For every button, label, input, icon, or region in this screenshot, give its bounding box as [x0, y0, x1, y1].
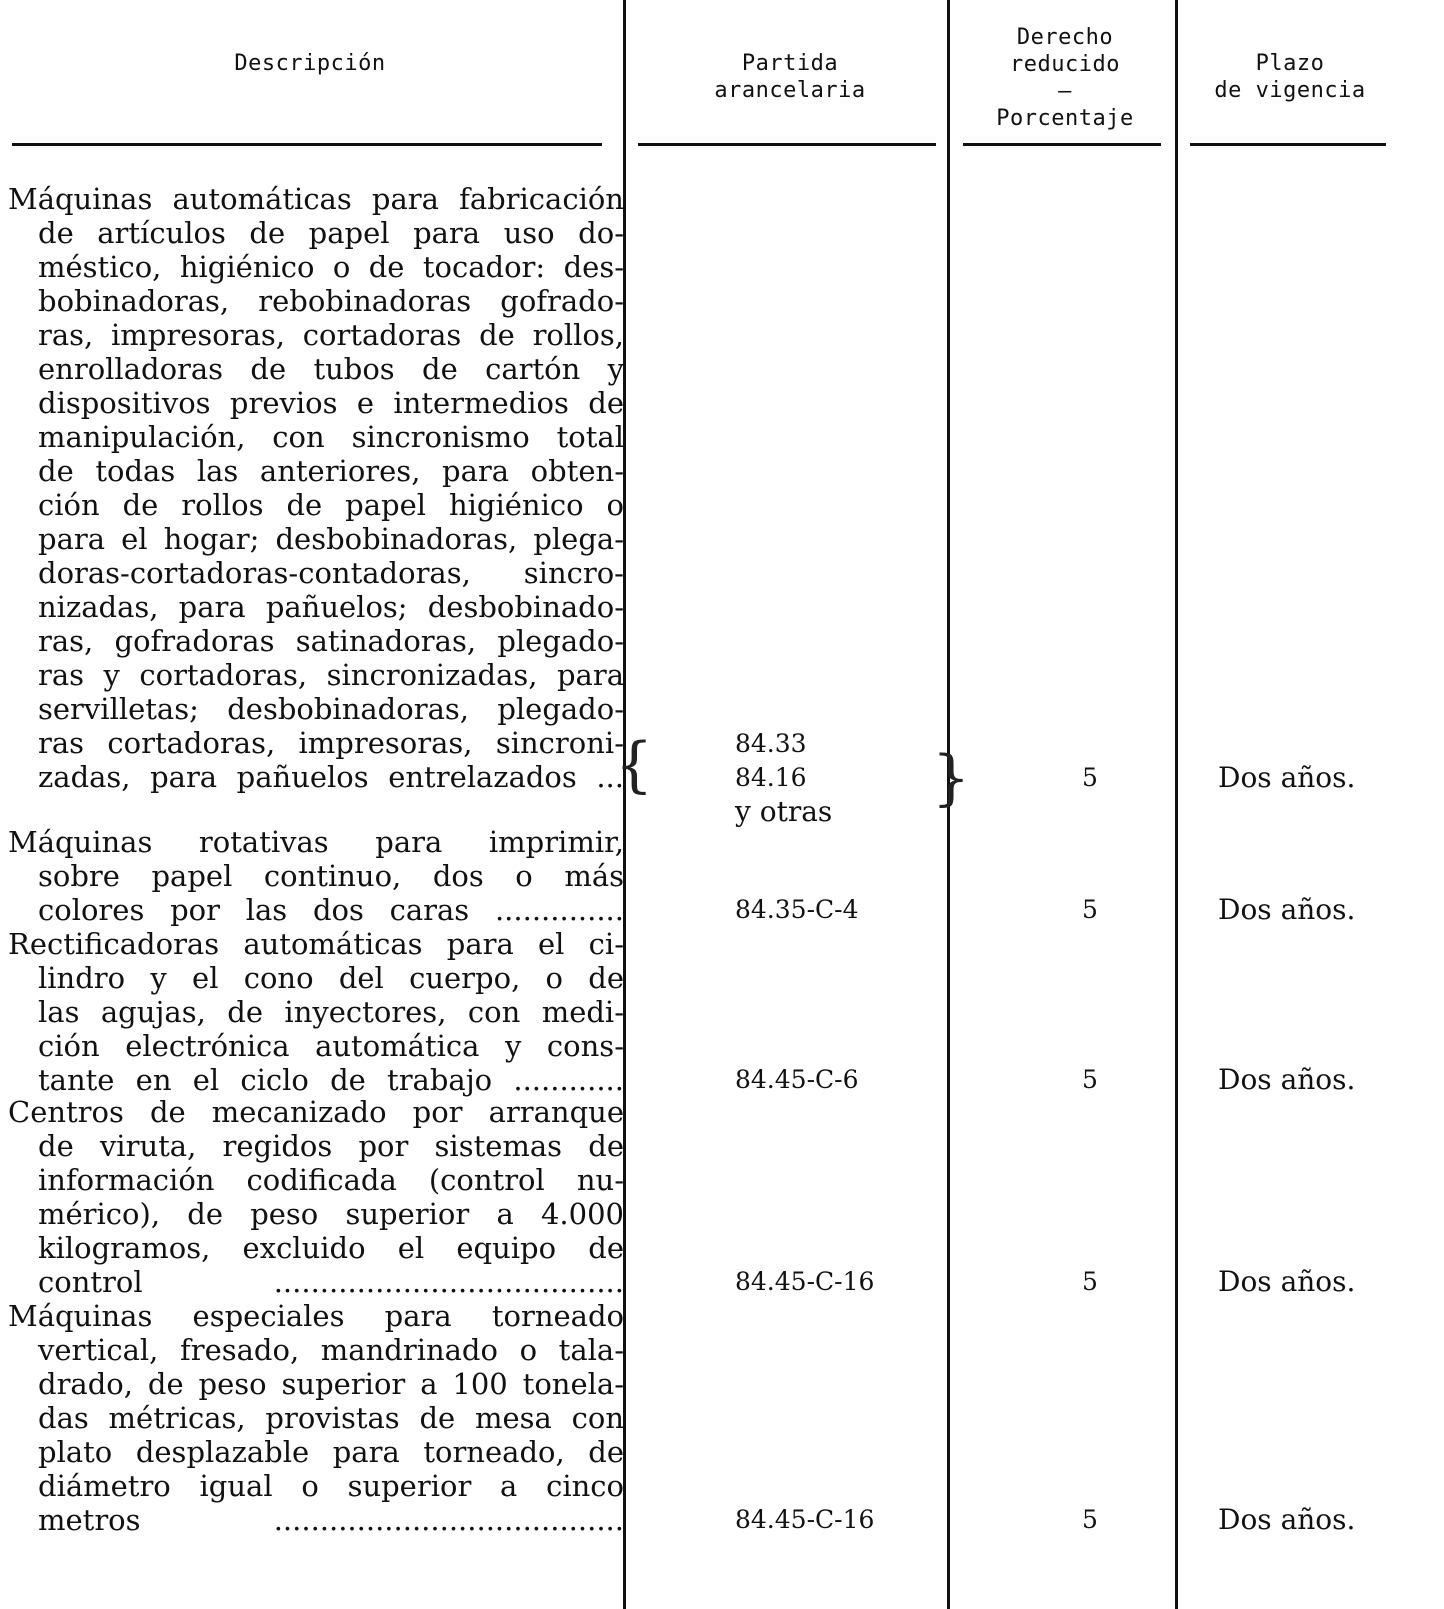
row-1-partida [735, 727, 832, 829]
desc-line: kilogramos, excluido el equipo de [38, 1231, 624, 1265]
row-3-derecho: 5 [1082, 1065, 1098, 1094]
desc-line: ras, gofradoras satinadoras, plegado- [38, 624, 624, 658]
header-derecho [965, 24, 1165, 132]
desc-line: tante en el ciclo de trabajo ............ [38, 1063, 624, 1097]
partida-line: 84.16 [735, 763, 807, 792]
desc-line: para el hogar; desbobinadoras, plega- [38, 522, 624, 556]
desc-line: dispositivos previos e intermedios de [38, 386, 624, 420]
header-rule-derecho [963, 143, 1161, 146]
desc-line: Máquinas rotativas para imprimir, [8, 825, 624, 859]
desc-line: diámetro igual o superior a cinco [38, 1469, 624, 1503]
row-3-descripcion [8, 927, 624, 1097]
header-plazo [1190, 50, 1390, 104]
desc-line: bobinadoras, rebobinadoras gofrado- [38, 284, 624, 318]
header-rule-partida [638, 143, 936, 146]
header-descripcion [200, 50, 420, 77]
header-plazo-line: Plazo [1255, 51, 1325, 76]
header-derecho-line: Derecho [1016, 25, 1114, 50]
row-2-partida: 84.35-C-4 [735, 895, 859, 924]
desc-line: control ...................................... [38, 1265, 624, 1299]
desc-line: ras y cortadoras, sincronizadas, para [38, 658, 624, 692]
desc-line: méstico, higiénico o de tocador: des- [38, 250, 624, 284]
row-5-partida: 84.45-C-16 [735, 1505, 875, 1534]
desc-line: manipulación, con sincronismo total [38, 420, 624, 454]
row-5-derecho: 5 [1082, 1505, 1098, 1534]
partida-line: y otras [735, 795, 833, 828]
header-partida-line: arancelaria [714, 78, 866, 103]
header-partida [690, 50, 890, 104]
row-4-descripcion [8, 1095, 624, 1299]
desc-line: de artículos de papel para uso do- [38, 216, 624, 250]
header-derecho-line: Porcentaje [996, 106, 1134, 131]
desc-line: colores por las dos caras .............. [38, 893, 624, 927]
desc-line: Centros de mecanizado por arranque [8, 1095, 624, 1129]
desc-line: las agujas, de inyectores, con medi- [38, 995, 624, 1029]
desc-line: enrolladoras de tubos de cartón y [38, 352, 624, 386]
header-rule-plazo [1190, 143, 1386, 146]
desc-line: información codificada (control nu- [38, 1163, 624, 1197]
desc-line: zadas, para pañuelos entrelazados ... [38, 760, 624, 794]
desc-line: plato desplazable para torneado, de [38, 1435, 624, 1469]
desc-line: Máquinas especiales para torneado [8, 1299, 624, 1333]
row-4-derecho: 5 [1082, 1267, 1098, 1296]
header-partida-line: Partida [741, 51, 839, 76]
desc-line: lindro y el cono del cuerpo, o de [38, 961, 624, 995]
desc-line: ras cortadoras, impresoras, sincroni- [38, 726, 624, 760]
desc-line: metros ...................................... [38, 1503, 624, 1537]
desc-line: ción de rollos de papel higiénico o [38, 488, 624, 522]
row-5-descripcion [8, 1299, 624, 1537]
header-plazo-line: de vigencia [1214, 78, 1366, 103]
row-2-plazo: Dos años. [1218, 893, 1356, 926]
desc-line: vertical, fresado, mandrinado o tala- [38, 1333, 624, 1367]
partida-line: 84.33 [735, 729, 807, 758]
header-derecho-line: reducido [1010, 52, 1120, 77]
row-4-plazo: Dos años. [1218, 1265, 1356, 1298]
desc-line: das métricas, provistas de mesa con [38, 1401, 624, 1435]
desc-line: de todas las anteriores, para obten- [38, 454, 624, 488]
desc-line: servilletas; desbobinadoras, plegado- [38, 692, 624, 726]
row-3-partida: 84.45-C-6 [735, 1065, 859, 1094]
desc-line: ción electrónica automática y cons- [38, 1029, 624, 1063]
header-descripcion-text: Descripción [234, 51, 386, 76]
row-2-derecho: 5 [1082, 895, 1098, 924]
desc-line: nizadas, para pañuelos; desbobinado- [38, 590, 624, 624]
header-derecho-line: — [1058, 79, 1072, 104]
desc-line: Máquinas automáticas para fabricación [8, 182, 624, 216]
row-1-derecho: 5 [1082, 763, 1098, 792]
desc-line: ras, impresoras, cortadoras de rollos, [38, 318, 624, 352]
desc-line: de viruta, regidos por sistemas de [38, 1129, 624, 1163]
desc-line: Rectificadoras automáticas para el ci- [8, 927, 624, 961]
row-5-plazo: Dos años. [1218, 1503, 1356, 1536]
header-rule-descripcion [12, 143, 602, 146]
desc-line: mérico), de peso superior a 4.000 [38, 1197, 624, 1231]
brace-right: } [932, 743, 971, 813]
brace-left: { [615, 730, 654, 800]
desc-line: doras-cortadoras-contadoras, sincro- [38, 556, 624, 590]
row-1-descripcion [8, 182, 624, 794]
column-divider-3 [1175, 0, 1178, 1609]
row-1-plazo: Dos años. [1218, 761, 1356, 794]
row-4-partida: 84.45-C-16 [735, 1267, 875, 1296]
desc-line: sobre papel continuo, dos o más [38, 859, 624, 893]
row-2-descripcion [8, 825, 624, 927]
row-3-plazo: Dos años. [1218, 1063, 1356, 1096]
desc-line: drado, de peso superior a 100 tonela- [38, 1367, 624, 1401]
